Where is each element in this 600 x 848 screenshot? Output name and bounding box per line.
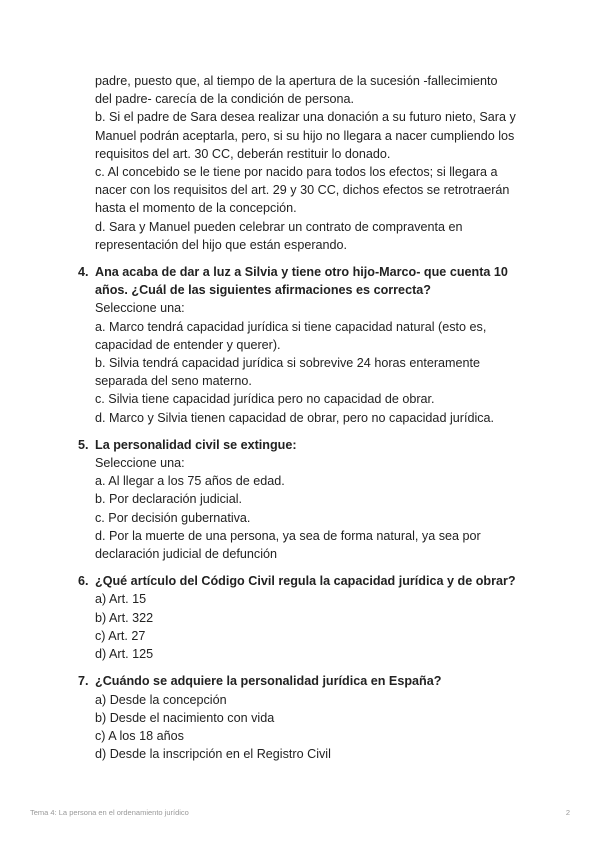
footer-chapter-title: Tema 4: La persona en el ordenamiento jurídico — [30, 808, 189, 817]
answer-option: b) Desde el nacimiento con vida — [95, 710, 275, 725]
text-line: padre, puesto que, al tiempo de la apertura de la sucesión -fallecimiento — [95, 74, 498, 88]
text-line: d. Sara y Manuel pueden celebrar un contrato de compraventa en — [95, 219, 463, 234]
page-number: 2 — [565, 808, 570, 817]
text-line: b. Si el padre de Sara desea realizar una donación a su futuro nieto, Sara y — [95, 110, 516, 125]
answer-option: c. Silvia tiene capacidad jurídica pero no capacidad de obrar. — [95, 392, 435, 407]
document-body — [78, 72, 535, 763]
answer-option: c) A los 18 años — [95, 728, 184, 743]
text-line: hasta el momento de la concepción. — [95, 201, 297, 216]
question-4 — [78, 263, 535, 427]
text-line: del padre- carecía de la condición de persona. — [95, 92, 355, 107]
question-5 — [78, 436, 535, 563]
answer-option: b. Por declaración judicial. — [95, 492, 243, 507]
answer-option: d. Marco y Silvia tienen capacidad de obrar, pero no capacidad jurídica. — [95, 410, 495, 425]
answer-option: c. Por decisión gubernativa. — [95, 510, 251, 525]
answer-option: capacidad de entender y querer). — [95, 337, 281, 352]
answer-option: declaración judicial de defunción — [95, 547, 278, 562]
question-number: 5. — [78, 437, 89, 452]
text-line: c. Al concebido se le tiene por nacido para todos los efectos; si llegara a — [95, 165, 498, 180]
question-7 — [78, 672, 535, 763]
text-line: representación del hijo que están esperando. — [95, 237, 348, 252]
text-line: Manuel podrán aceptarla, pero, si su hijo no llegara a nacer cumpliendo los — [95, 128, 515, 143]
question-title: ¿Cuándo se adquiere la personalidad jurídica en España? — [95, 674, 442, 689]
answer-option: b) Art. 322 — [95, 610, 154, 625]
answer-option: b. Silvia tendrá capacidad jurídica si sobrevive 24 horas enteramente — [95, 356, 481, 371]
question-number: 4. — [78, 265, 89, 280]
answer-option: c) Art. 27 — [95, 628, 146, 643]
question-number: 7. — [78, 674, 89, 689]
answer-option: d) Art. 125 — [95, 647, 154, 662]
question-title: Ana acaba de dar a luz a Silvia y tiene otro hijo-Marco- que cuenta 10 — [95, 265, 508, 280]
answer-option: a) Art. 15 — [95, 592, 147, 607]
answer-option: a. Marco tendrá capacidad jurídica si tiene capacidad natural (esto es, — [95, 319, 487, 334]
question-title: años. ¿Cuál de las siguientes afirmaciones es correcta? — [95, 283, 431, 298]
answer-option: a. Al llegar a los 75 años de edad. — [95, 474, 285, 489]
answer-option: a) Desde la concepción — [95, 692, 227, 707]
select-prompt: Seleccione una: — [95, 301, 185, 316]
answer-option: d. Por la muerte de una persona, ya sea de forma natural, ya sea por — [95, 528, 481, 543]
answer-option: d) Desde la inscripción en el Registro Civil — [95, 747, 331, 762]
question-number: 6. — [78, 574, 89, 589]
question-title: ¿Qué artículo del Código Civil regula la capacidad jurídica y de obrar? — [95, 574, 516, 589]
question-6 — [78, 572, 535, 663]
question-title: La personalidad civil se extingue: — [95, 437, 297, 452]
select-prompt: Seleccione una: — [95, 456, 185, 471]
continuation-block — [95, 72, 535, 254]
answer-option: separada del seno materno. — [95, 374, 252, 389]
text-line: nacer con los requisitos del art. 29 y 30 CC, dichos efectos se retrotraerán — [95, 183, 510, 198]
text-line: requisitos del art. 30 CC, deberán restituir lo donado. — [95, 146, 391, 161]
